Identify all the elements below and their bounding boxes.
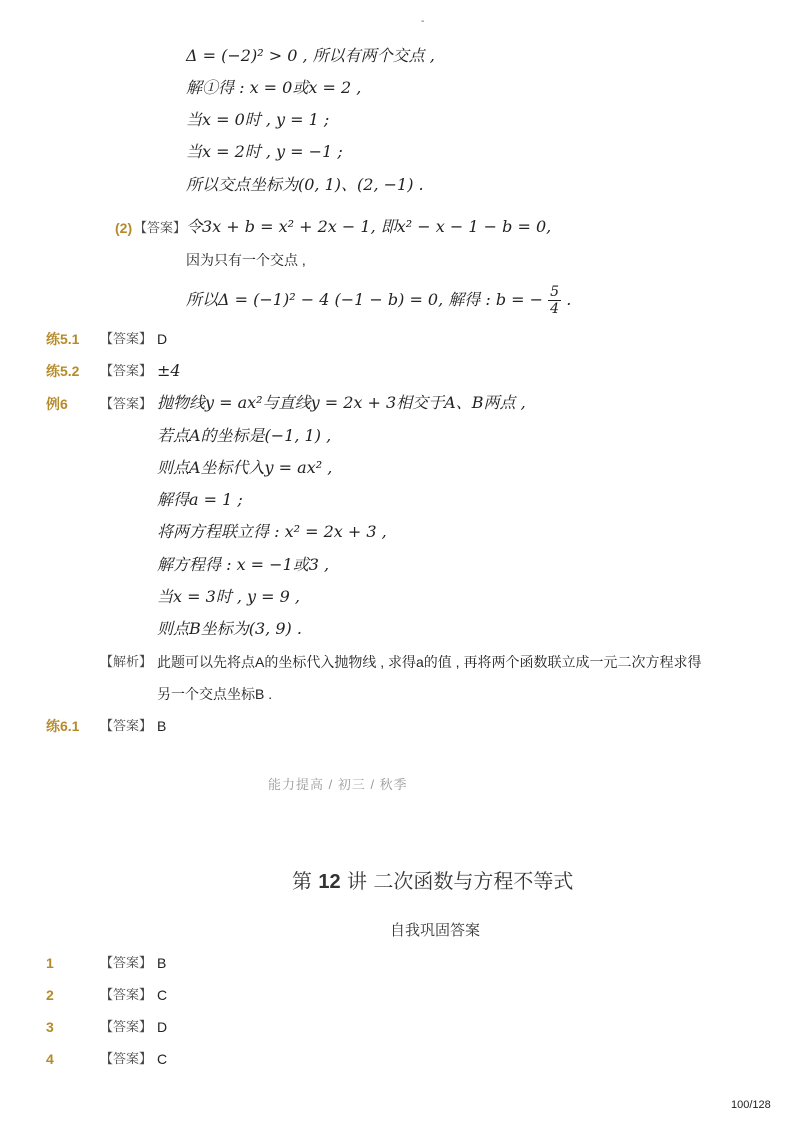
- fraction-numerator: 5: [550, 284, 560, 300]
- example-6-line-5: 将两方程联立得 : x² = 2x + 3 ,: [157, 522, 387, 541]
- example-6-line-4: 解得a = 1 ;: [157, 490, 243, 509]
- practice-5-2-value: ±4: [157, 361, 181, 380]
- answer-1-num: 1: [46, 955, 54, 971]
- example-6-line-1: 抛物线y = ax²与直线y = 2x + 3相交于A、B两点 ,: [157, 393, 526, 412]
- example-6-line-8: 则点B坐标为(3, 9) .: [157, 619, 302, 638]
- answer-4-value: C: [157, 1051, 168, 1067]
- answer-2-tag: 【答案】: [100, 987, 153, 1002]
- lecture-title: [292, 865, 573, 894]
- example-6-line-6: 解方程得 : x = −1或3 ,: [157, 555, 330, 574]
- answer-1-tag: 【答案】: [100, 955, 153, 970]
- practice-5-2-tag: 【答案】: [100, 363, 153, 378]
- part2-line-1: 令3x + b = x² + 2x − 1, 即x² − x − 1 − b = 0,: [186, 217, 552, 236]
- practice-5-1-value: D: [157, 331, 168, 347]
- example-6-line-2: 若点A的坐标是(−1, 1) ,: [157, 426, 332, 445]
- example-6-analysis-tag: 【解析】: [100, 654, 153, 669]
- example-6-label: 例6: [46, 396, 68, 412]
- part1-line-5: 所以交点坐标为(0, 1)、(2, −1) .: [186, 175, 424, 194]
- answer-3-num: 3: [46, 1019, 54, 1035]
- answer-3-value: D: [157, 1019, 168, 1035]
- part2-answer-tag: 【答案】: [134, 220, 187, 235]
- part2-line-3: [186, 284, 571, 317]
- part1-line-2: 解①得 : x = 0或x = 2 ,: [186, 78, 362, 97]
- lecture-title-prefix: 第: [292, 869, 312, 893]
- page-footer: 能力提高 / 初三 / 秋季: [268, 777, 408, 792]
- practice-5-2-label: 练5.2: [46, 363, 80, 379]
- answer-2-num: 2: [46, 987, 54, 1003]
- example-6-analysis-line-2: 另一个交点坐标B .: [157, 686, 273, 702]
- practice-6-1-value: B: [157, 718, 167, 734]
- answer-2-value: C: [157, 987, 168, 1003]
- part2-label: (2): [115, 220, 133, 236]
- lecture-title-suffix: 讲 二次函数与方程不等式: [346, 869, 574, 893]
- fraction-denominator: 4: [550, 301, 560, 317]
- lecture-number: 12: [318, 871, 341, 893]
- fraction-5-4: [548, 284, 561, 317]
- example-6-line-3: 则点A坐标代入y = ax² ,: [157, 458, 333, 477]
- practice-6-1-label: 练6.1: [46, 718, 80, 734]
- part1-line-3: 当x = 0时 , y = 1 ;: [186, 110, 330, 129]
- part2-line-3-text: 所以Δ = (−1)² − 4 (−1 − b) = 0, 解得 : b = −: [186, 290, 544, 309]
- answer-3-tag: 【答案】: [100, 1019, 153, 1034]
- answer-4-tag: 【答案】: [100, 1051, 153, 1066]
- answer-4-num: 4: [46, 1051, 54, 1067]
- practice-6-1-tag: 【答案】: [100, 718, 153, 733]
- practice-5-1-label: 练5.1: [46, 331, 80, 347]
- example-6-tag: 【答案】: [100, 396, 153, 411]
- answer-1-value: B: [157, 955, 167, 971]
- part1-line-1: Δ = (−2)² > 0 , 所以有两个交点 ,: [186, 46, 435, 65]
- practice-5-1-tag: 【答案】: [100, 331, 153, 346]
- top-mark: -: [421, 16, 425, 27]
- part1-line-4: 当x = 2时 , y = −1 ;: [186, 142, 343, 161]
- part2-line-2: 因为只有一个交点 ,: [186, 252, 306, 268]
- part2-line-3-end: .: [566, 290, 572, 309]
- page-number: 100/128: [731, 1099, 771, 1111]
- example-6-analysis-line-1: 此题可以先将点A的坐标代入抛物线 , 求得a的值 , 再将两个函数联立成一元二次方程求得: [157, 654, 702, 670]
- section-title: 自我巩固答案: [390, 921, 481, 939]
- example-6-line-7: 当x = 3时 , y = 9 ,: [157, 587, 301, 606]
